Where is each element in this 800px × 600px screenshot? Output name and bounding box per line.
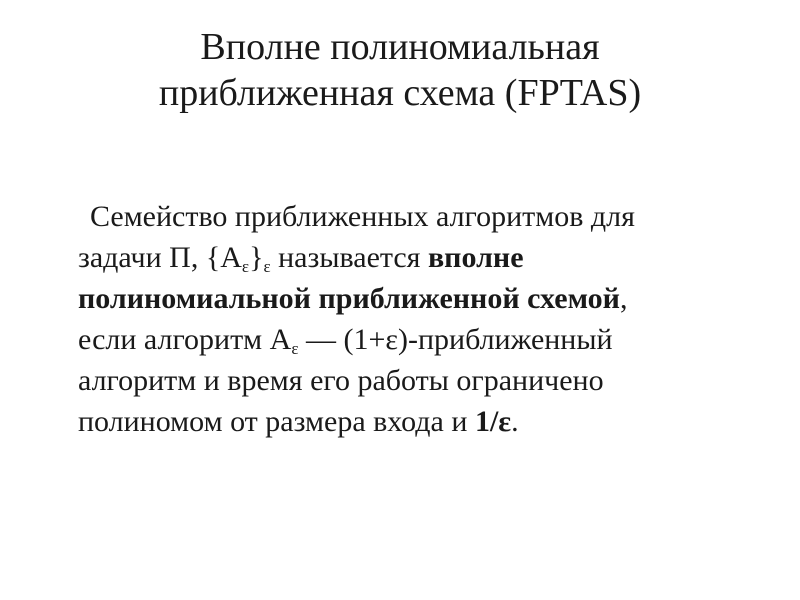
text-run: называется <box>270 241 428 274</box>
subscript-epsilon: ε <box>263 257 271 276</box>
slide-title <box>60 24 740 116</box>
paragraph-line-2 <box>78 237 738 278</box>
text-run: . <box>511 405 519 438</box>
subscript-epsilon: ε <box>291 339 299 358</box>
title-line-1: Вполне полиномиальная <box>200 26 600 68</box>
bold-term: полиномиальной приближенной схемой <box>78 282 620 315</box>
paragraph-line-3 <box>78 278 738 319</box>
paragraph-line-5 <box>78 360 738 401</box>
paragraph-line-4 <box>78 319 738 360</box>
definition-paragraph <box>78 196 738 442</box>
title-line-2: приближенная схема (FPTAS) <box>158 72 642 114</box>
text-run: алгоритм и время его работы ограничено <box>78 364 604 397</box>
subscript-epsilon: ε <box>241 257 250 276</box>
text-run: — (1+ε)-приближенный <box>298 323 613 356</box>
text-run: если алгоритм А <box>78 323 292 356</box>
text-run: , <box>619 282 628 315</box>
bold-term: вполне <box>427 241 524 274</box>
text-run: полиномом от размера входа и <box>78 405 475 438</box>
text-run: задачи П, {А <box>78 241 242 274</box>
paragraph-line-6 <box>78 401 738 442</box>
text-run: Семейство приближенных алгоритмов для <box>90 200 635 233</box>
text-run: } <box>249 241 264 274</box>
paragraph-line-1 <box>78 196 738 237</box>
bold-term: 1/ε <box>474 405 512 438</box>
